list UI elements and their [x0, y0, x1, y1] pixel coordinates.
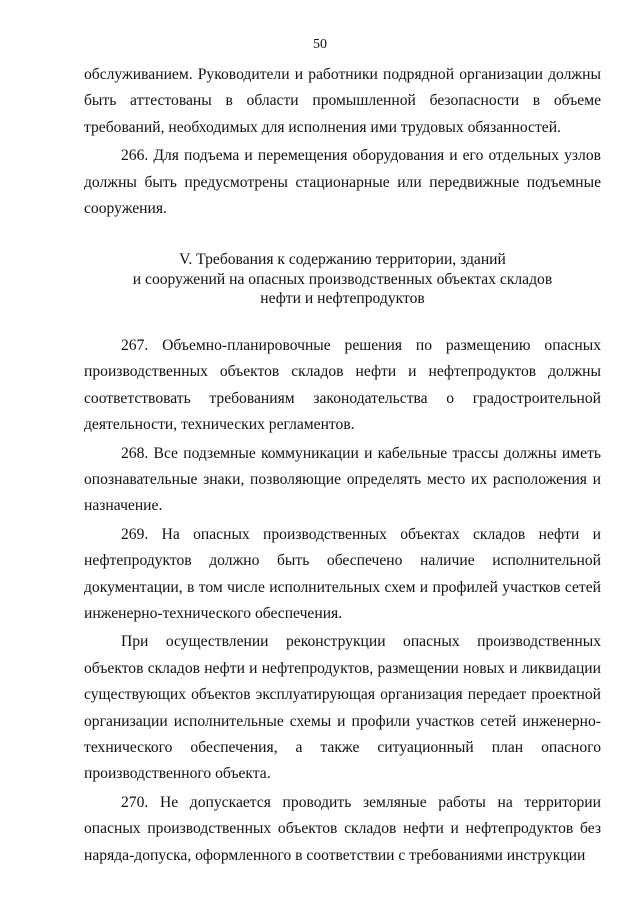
- paragraph-267: 267. Объемно-планировочные решения по размещению опасных производственных объектов складов нефти и нефтепродуктов должны соответствовать требованиям законодательства о градостроительной деятельности, технических регламентов.: [84, 336, 601, 434]
- section-heading: [84, 250, 601, 309]
- paragraph-269-continued: При осуществлении реконструкции опасных производственных объектов складов нефти и нефтепродуктов, размещении новых и ликвидации существующих объектов эксплуатирующая организация передает проектной организации исполнительные схемы и профили участков сетей инженерно-технического обеспечения, а также ситуационный план опасного производственного объекта.: [84, 633, 601, 783]
- paragraph-266: 266. Для подъема и перемещения оборудования и его отдельных узлов должны быть предусмотрены стационарные или передвижные подъемные сооружения.: [84, 147, 601, 218]
- document-body: [84, 62, 601, 869]
- page-number: 50: [313, 37, 327, 52]
- paragraph-continuation: обслуживанием. Руководители и работники подрядной организации должны быть аттестованы в области промышленной безопасности в объеме требований, необходимых для исполнения ими трудовых обязанностей.: [84, 66, 601, 136]
- section-heading-line-3: нефти и нефтепродуктов: [260, 290, 425, 308]
- paragraph-270: 270. Не допускается проводить земляные работы на территории опасных производственных объектов складов нефти и нефтепродуктов без наряда-допуска, оформленного в соответствии с требованиями инструкции: [84, 793, 601, 864]
- paragraph-269: 269. На опасных производственных объектах складов нефти и нефтепродуктов должно быть обеспечено наличие исполнительной документации, в том числе исполнительных схем и профилей участков сетей инженерно-технического обеспечения.: [84, 525, 601, 622]
- section-heading-line-2: и сооружений на опасных производственных объектах складов: [132, 270, 553, 288]
- paragraph-268: 268. Все подземные коммуникации и кабельные трассы должны иметь опознавательные знаки, позволяющие определять место их расположения и назначение.: [84, 444, 601, 515]
- section-heading-line-1: V. Требования к содержанию территории, зданий: [179, 251, 506, 269]
